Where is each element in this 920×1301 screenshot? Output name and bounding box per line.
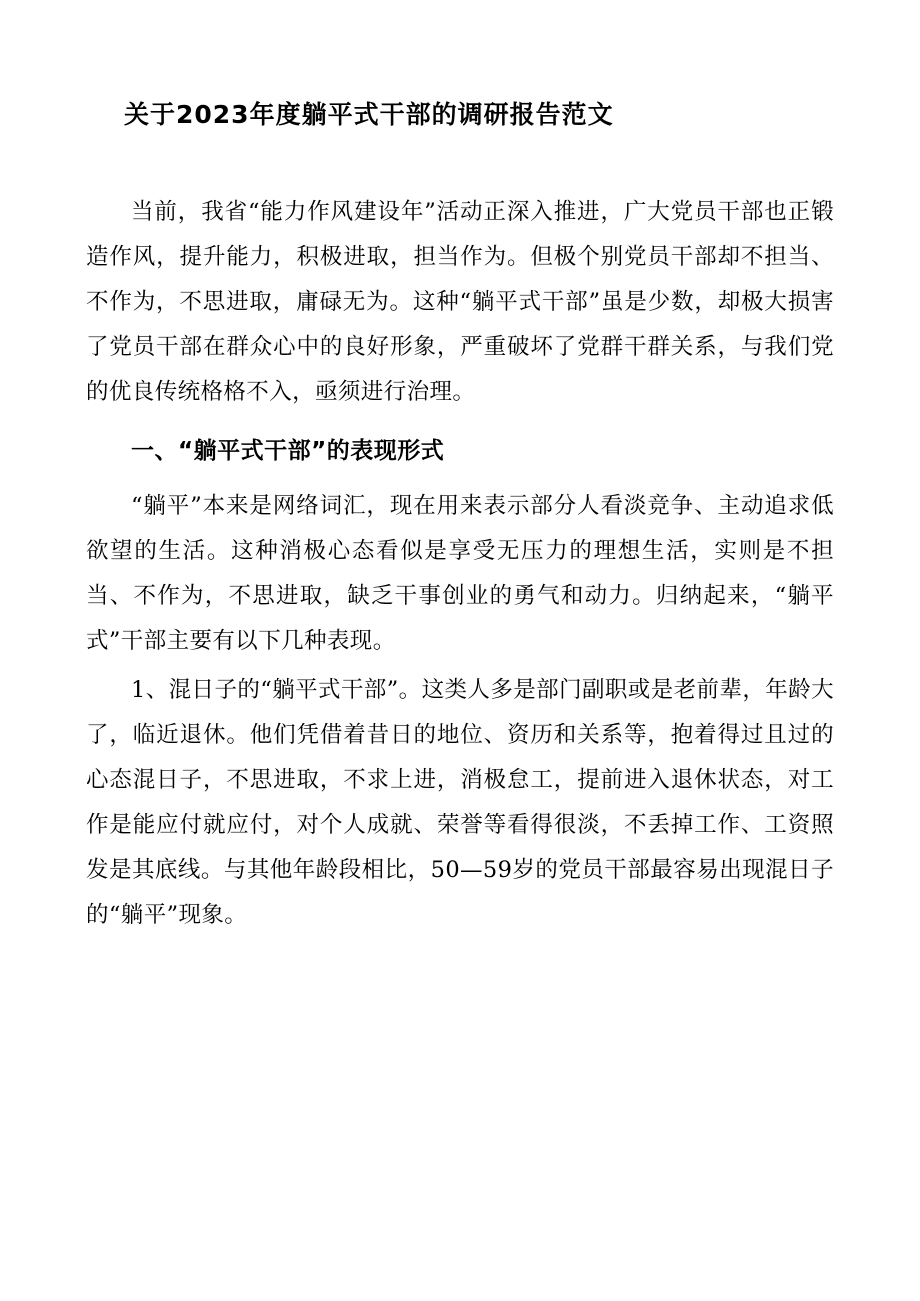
section-heading-one: 一、“躺平式干部”的表现形式 — [131, 437, 445, 464]
body-paragraph: “躺平”本来是网络词汇，现在用来表示部分人看淡竞争、主动追求低欲望的生活。这种消极心态看似是享受无压力的理想生活，实则是不担当、不作为，不思进取，缺乏干事创业的勇气和动力。归纳起来，“躺平式”干部主要有以下几种表现。 — [86, 492, 834, 654]
paragraph-intro — [86, 190, 834, 415]
body-paragraph: 1、混日子的“躺平式干部”。这类人多是部门副职或是老前辈，年龄大了，临近退休。他们凭借着昔日的地位、资历和关系等，抱着得过且过的心态混日子，不思进取，不求上进，消极怠工，提前进入退休状态，对工作是能应付就应付，对个人成就、荣誉等看得很淡，不丢掉工作、工资照发是其底线。与其他年龄段相比，50—59岁的党员干部最容易出现混日子的“躺平”现象。 — [86, 676, 834, 928]
page-title: 关于2023年度躺平式干部的调研报告范文 — [124, 100, 614, 129]
title-spacer — [86, 134, 834, 190]
body-paragraph: 当前，我省“能力作风建设年”活动正深入推进，广大党员干部也正锻造作风，提升能力，积极进取，担当作为。但极个别党员干部却不担当、不作为，不思进取，庸碌无为。这种“躺平式干部”虽是少数，却极大损害了党员干部在群众心中的良好形象，严重破坏了党群干群关系，与我们党的优良传统格格不入，亟须进行治理。 — [86, 198, 834, 405]
paragraph-definition — [86, 484, 834, 664]
paragraph-item-1 — [86, 668, 834, 938]
